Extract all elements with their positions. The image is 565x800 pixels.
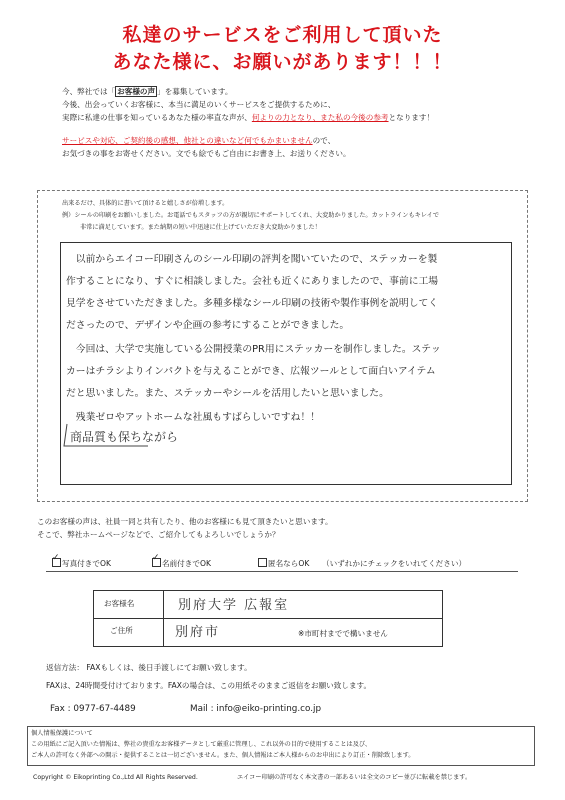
- comment-line-4: ださったので、デザインや企画の参考にすることができました。: [66, 320, 350, 331]
- option-note: （いずれかにチェックをいれてください）: [322, 559, 467, 568]
- mail-address[interactable]: Mail : info@eiko-printing.co.jp: [190, 704, 322, 714]
- check-mark-icon: ✓: [52, 553, 60, 563]
- comment-line-3: 見学をさせていただきました。多種多様なシール印刷の技術や製作事例を説明してく: [66, 298, 439, 309]
- intro-line-2: 今後、出会っていくお客様に、本当に満足のいくサービスをご提供するために、: [62, 100, 336, 109]
- intro-highlight: サービスや対応、ご契約後の感想、他社との違いなど何でもかまいません: [62, 136, 313, 145]
- check-mark-icon: ✓: [152, 553, 160, 563]
- intro-text: 今、弊社では「: [62, 87, 116, 96]
- intro-text: 実際に私達の仕事を知っているあなた様の率直な声が、: [62, 113, 252, 122]
- address-note: ※市町村までで構いません: [298, 629, 388, 638]
- option-photo-label: 写真付きでOK: [62, 559, 111, 568]
- customer-address-value[interactable]: 別府市: [175, 625, 221, 640]
- option-name[interactable]: [152, 553, 211, 569]
- comment-line-7: だと思いました。また、ステッカーやシールを活用したいと思いました。: [66, 388, 389, 399]
- copyright: Copyright © Eikoprinting Co.,Ltd All Rights Reserved.: [33, 774, 198, 781]
- page-title-line-2: あなた様に、お願いがあります！！！: [112, 51, 453, 73]
- customer-address-label: ご住所: [110, 626, 133, 635]
- intro-line-3: [62, 112, 434, 123]
- copy-notice: エイコー印刷の許可なく本文書の一部あるいは全文のコピー並びに転載を禁じます。: [237, 774, 472, 781]
- option-name-label: 名前付きでOK: [162, 559, 211, 568]
- options-divider: [46, 571, 518, 572]
- intro-line-5: お気づきの事をお寄せください。文でも絵でもご自由にお書き上、お送りください。: [62, 149, 351, 158]
- fax-number: Fax : 0977-67-4489: [50, 704, 136, 714]
- name-checkbox[interactable]: [152, 553, 161, 567]
- intro-line-4: [62, 135, 335, 146]
- page-title-line-1: 私達のサービスをご利用して頂いた: [122, 24, 443, 46]
- comment-line-1: 以前からエイコー印刷さんのシール印刷の評判を聞いていたので、ステッカーを製: [66, 254, 438, 265]
- share-line-2: そこで、弊社ホームページなどで、ご紹介してもよろしいでしょうか？: [37, 530, 280, 539]
- intro-text: ので、: [312, 136, 336, 145]
- comment-line-8: 残業ゼロやアットホームな社風もすばらしいですね！！: [66, 412, 321, 423]
- hint-line-1: 出来るだけ、具体的に書いて頂けると嬉しさが倍増します。: [62, 200, 229, 207]
- comment-line-2: 作することになり、すぐに相談しました。会社も近くにありましたので、事前に工場: [66, 276, 439, 287]
- hint-line-2: 例）シールの印刷をお願いしました。お電話でもスタッフの方が親切にサポートしてくれ、大変助かりました。カットラインもキレイで: [62, 212, 440, 219]
- handwritten-bracket: [62, 420, 152, 450]
- intro-line-1: [62, 86, 232, 97]
- share-line-1: このお客様の声は、社員一同と共有したり、他のお客様にも見て頂きたいと思います。: [37, 517, 333, 526]
- option-photo[interactable]: [52, 553, 111, 569]
- return-method: [46, 662, 252, 673]
- customer-name-value[interactable]: 別府大学 広報室: [178, 598, 290, 613]
- comment-line-5: 今回は、大学で実施している公開授業のPR用にステッカーを制作しました。ステッ: [66, 344, 441, 355]
- privacy-line-1: この用紙にご記入頂いた情報は、弊社の貴重なお客様データとして厳重に管理し、これ以外の目的で使用することは及び、: [31, 741, 372, 748]
- privacy-line-2: ご本人の許可なく外部への開示・提供することは一切ございません。また、個人情報はご本人様からのお申出により訂正・削除致します。: [31, 752, 415, 759]
- option-anonymous[interactable]: [258, 558, 309, 569]
- anonymous-checkbox[interactable]: [258, 558, 267, 567]
- intro-text: 」を募集しています。: [157, 87, 233, 96]
- intro-highlight: 何よりの力となり、また私の今後の参考: [251, 113, 389, 122]
- fax-info: FAXは、24時間受付けております。FAXの場合は、この用紙そのままご返信をお願い致します。: [46, 681, 372, 690]
- return-method-label: 返信方法：: [46, 663, 84, 672]
- return-method-text: FAXもしくは、後日手渡しにてお願い致します。: [86, 663, 252, 672]
- customer-name-label: お客様名: [104, 599, 135, 608]
- hint-line-3: 非常に満足しています。また納期の短い中迅速に仕上げていただき大変助かりました！: [80, 224, 321, 231]
- privacy-title: 個人情報保護について: [31, 730, 93, 737]
- comment-line-6: カーはチラシよりインパクトを与えることができ、広報ツールとして面白いアイテム: [66, 366, 436, 377]
- option-anon-label: 匿名ならOK: [268, 559, 310, 568]
- photo-checkbox[interactable]: [52, 553, 61, 567]
- voice-keyword: お客様の声: [117, 87, 156, 96]
- intro-text: となります！: [388, 113, 435, 122]
- handwritten-note: 商品質も保ちながら: [70, 430, 179, 444]
